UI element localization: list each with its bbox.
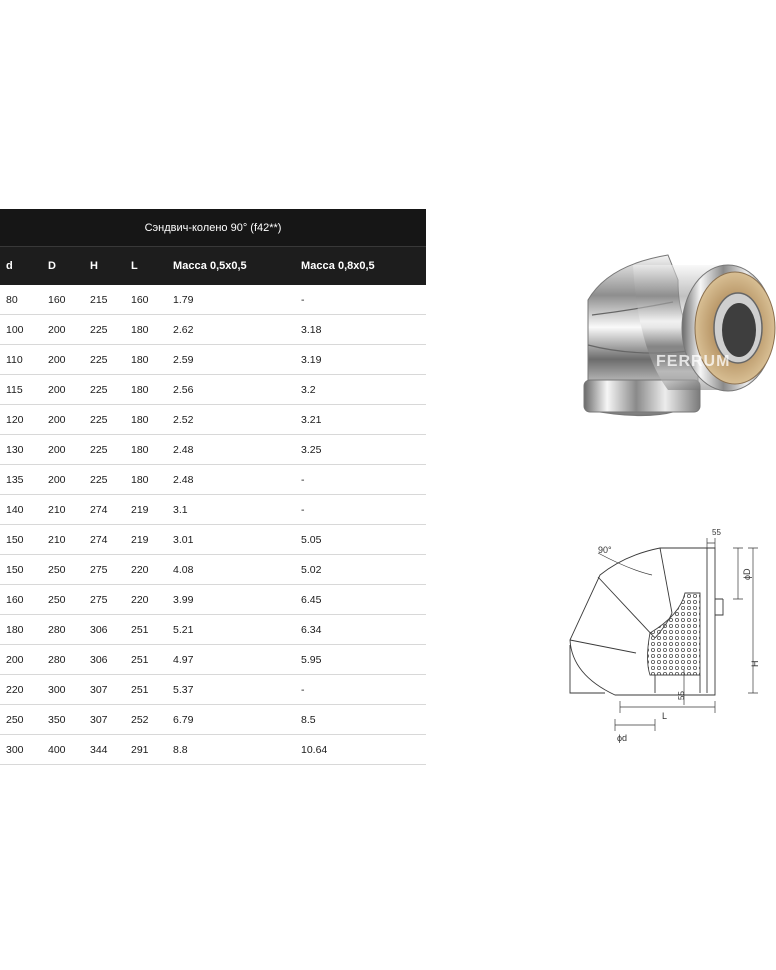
watermark: FERRUM xyxy=(656,353,731,370)
table-cell: 200 xyxy=(42,375,84,405)
table-cell: 160 xyxy=(125,285,167,315)
table-cell: 252 xyxy=(125,705,167,735)
table-cell: 150 xyxy=(0,555,42,585)
table-cell: 225 xyxy=(84,375,125,405)
table-cell: 115 xyxy=(0,375,42,405)
table-cell: 307 xyxy=(84,705,125,735)
table-cell: 2.59 xyxy=(167,345,295,375)
table-cell: 5.37 xyxy=(167,675,295,705)
table-cell: 300 xyxy=(0,735,42,765)
table-row xyxy=(0,345,426,375)
table-cell: 220 xyxy=(125,585,167,615)
table-row xyxy=(0,615,426,645)
dim-top-55: 55 xyxy=(712,528,721,537)
table-cell: 3.21 xyxy=(295,405,426,435)
dim-angle: 90° xyxy=(598,545,612,555)
table-cell: 280 xyxy=(42,615,84,645)
table-cell: - xyxy=(295,285,426,315)
table-cell: 10.64 xyxy=(295,735,426,765)
product-photo xyxy=(578,240,776,425)
table-cell: 1.79 xyxy=(167,285,295,315)
table-row xyxy=(0,735,426,765)
dim-H: H xyxy=(750,660,760,667)
table-row xyxy=(0,315,426,345)
table-cell: 180 xyxy=(125,375,167,405)
table-cell: 210 xyxy=(42,495,84,525)
table-cell: 251 xyxy=(125,645,167,675)
table-cell: 220 xyxy=(0,675,42,705)
table-row xyxy=(0,405,426,435)
table-cell: 280 xyxy=(42,645,84,675)
table-cell: 306 xyxy=(84,615,125,645)
table-cell: 4.08 xyxy=(167,555,295,585)
table-cell: 2.48 xyxy=(167,465,295,495)
table-cell: 300 xyxy=(42,675,84,705)
table-cell: 160 xyxy=(0,585,42,615)
table-cell: 400 xyxy=(42,735,84,765)
table-cell: 4.97 xyxy=(167,645,295,675)
table-cell: 140 xyxy=(0,495,42,525)
table-row xyxy=(0,495,426,525)
table-cell: 219 xyxy=(125,525,167,555)
table-cell: 180 xyxy=(125,435,167,465)
table-cell: 180 xyxy=(125,315,167,345)
table-cell: 215 xyxy=(84,285,125,315)
table-row xyxy=(0,705,426,735)
table-cell: 2.48 xyxy=(167,435,295,465)
table-cell: 250 xyxy=(42,585,84,615)
table-cell: 200 xyxy=(42,465,84,495)
table-cell: 2.56 xyxy=(167,375,295,405)
table-cell: 100 xyxy=(0,315,42,345)
table-cell: 225 xyxy=(84,315,125,345)
table-cell: 3.1 xyxy=(167,495,295,525)
table-row xyxy=(0,525,426,555)
table-cell: 180 xyxy=(125,465,167,495)
table-cell: 3.18 xyxy=(295,315,426,345)
table-cell: 200 xyxy=(42,315,84,345)
table-cell: 8.8 xyxy=(167,735,295,765)
column-header: Масса 0,8х0,5 xyxy=(295,247,426,286)
table-cell: 220 xyxy=(125,555,167,585)
table-cell: 291 xyxy=(125,735,167,765)
table-cell: - xyxy=(295,495,426,525)
table-cell: 200 xyxy=(42,435,84,465)
table-cell: 344 xyxy=(84,735,125,765)
table-cell: 3.99 xyxy=(167,585,295,615)
table-cell: 120 xyxy=(0,405,42,435)
column-header: d xyxy=(0,247,42,286)
table-cell: 250 xyxy=(0,705,42,735)
table-title-row xyxy=(0,209,426,247)
table-cell: 275 xyxy=(84,585,125,615)
table-cell: 225 xyxy=(84,405,125,435)
table-cell: 6.79 xyxy=(167,705,295,735)
table-cell: 225 xyxy=(84,345,125,375)
table-cell: 2.52 xyxy=(167,405,295,435)
table-cell: - xyxy=(295,675,426,705)
table-cell: 274 xyxy=(84,525,125,555)
column-header: H xyxy=(84,247,125,286)
dim-D: ϕD xyxy=(742,568,752,580)
table-cell: 219 xyxy=(125,495,167,525)
table-cell: 350 xyxy=(42,705,84,735)
table-cell: 251 xyxy=(125,615,167,645)
table-cell: 5.95 xyxy=(295,645,426,675)
table-cell: 110 xyxy=(0,345,42,375)
table-cell: 3.25 xyxy=(295,435,426,465)
table-body xyxy=(0,285,426,765)
table-cell: 5.05 xyxy=(295,525,426,555)
table-cell: - xyxy=(295,465,426,495)
table-cell: 200 xyxy=(42,405,84,435)
table-cell: 225 xyxy=(84,465,125,495)
table-row xyxy=(0,645,426,675)
table-cell: 6.45 xyxy=(295,585,426,615)
table-cell: 200 xyxy=(42,345,84,375)
table-row xyxy=(0,375,426,405)
table-title: Сэндвич-колено 90° (f42**) xyxy=(0,209,426,247)
column-header: L xyxy=(125,247,167,286)
table-row xyxy=(0,585,426,615)
table-cell: 180 xyxy=(125,345,167,375)
table-cell: 5.21 xyxy=(167,615,295,645)
table-cell: 3.19 xyxy=(295,345,426,375)
table-cell: 8.5 xyxy=(295,705,426,735)
table-cell: 6.34 xyxy=(295,615,426,645)
table-cell: 160 xyxy=(42,285,84,315)
column-header: Масса 0,5х0,5 xyxy=(167,247,295,286)
table-cell: 135 xyxy=(0,465,42,495)
table-cell: 200 xyxy=(0,645,42,675)
table-cell: 80 xyxy=(0,285,42,315)
table-cell: 180 xyxy=(0,615,42,645)
column-header: D xyxy=(42,247,84,286)
table-cell: 150 xyxy=(0,525,42,555)
table-cell: 3.01 xyxy=(167,525,295,555)
table-cell: 2.62 xyxy=(167,315,295,345)
insulation-hatch xyxy=(648,593,701,675)
spec-table xyxy=(0,209,426,765)
table-row xyxy=(0,285,426,315)
dim-d: ϕd xyxy=(617,733,628,743)
table-row xyxy=(0,675,426,705)
table-cell: 274 xyxy=(84,495,125,525)
table-cell: 225 xyxy=(84,435,125,465)
table-row xyxy=(0,465,426,495)
table-cell: 210 xyxy=(42,525,84,555)
table-row xyxy=(0,555,426,585)
table-cell: 3.2 xyxy=(295,375,426,405)
table-cell: 130 xyxy=(0,435,42,465)
dim-L: L xyxy=(662,711,668,721)
dim-side-55: 55 xyxy=(677,691,686,700)
table-cell: 180 xyxy=(125,405,167,435)
table-cell: 307 xyxy=(84,675,125,705)
technical-drawing xyxy=(560,515,776,750)
table-cell: 275 xyxy=(84,555,125,585)
table-cell: 306 xyxy=(84,645,125,675)
table-header-row xyxy=(0,247,426,286)
table-cell: 251 xyxy=(125,675,167,705)
table-row xyxy=(0,435,426,465)
table-cell: 5.02 xyxy=(295,555,426,585)
table-cell: 250 xyxy=(42,555,84,585)
